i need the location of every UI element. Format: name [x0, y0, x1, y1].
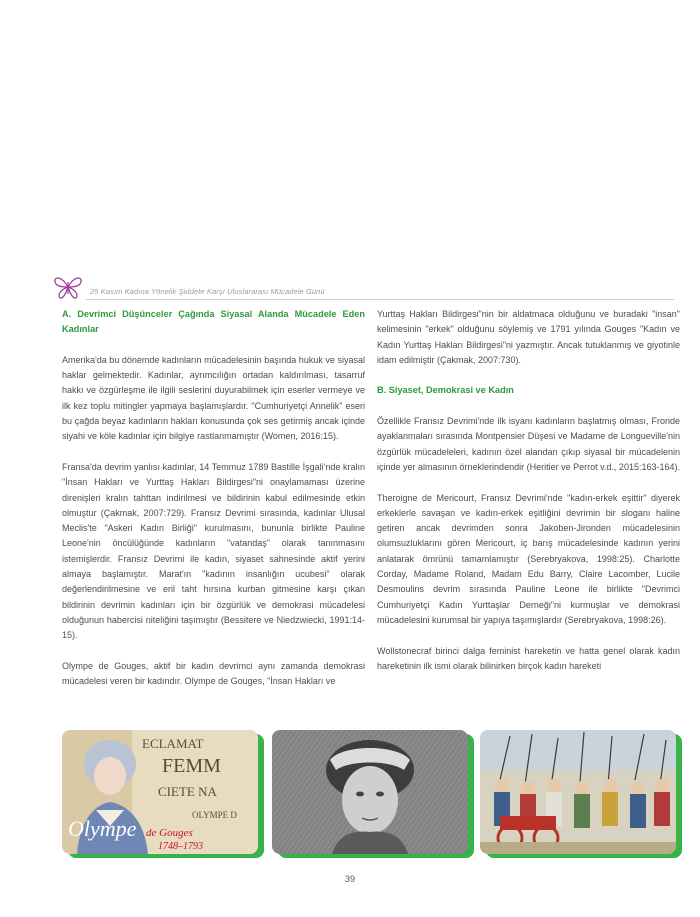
- page-number: 39: [344, 874, 355, 884]
- butterfly-icon: [52, 274, 84, 300]
- paragraph: Fransa'da devrim yanlısı kadınlar, 14 Temmuz 1789 Bastille İşgali'nde kralın "İnsan Hakları ve Yurttaş Hakları Bildirgesi"ni onaylamaması üzerine direnişleri kralın tahttan indirilmesi ve bildirinin kabul edilmesinde etkin olmuştur (Çakmak, 2007:729). Fransız Devrimi sırasında, kadınlar Ulusal Meclis'te "Askeri Kadın Birliği" kurulmasını, bununla birlikte Pauline Leone'nin öncülüğünde kadınların "vatandaş" olarak tanınmasını istemişlerdir. Fransız Devrimi ile kadın, siyaset sahnesinde aktif yerini almaya başlamıştır. Marat'ın "kadının insanlığın ucubesi" olarak değerlendirilmesine ve eril taht hırsına kurban gitmesine karşı çıkan bildirinin devrimin kadınları için bir özgürlük ve demokrasi mücadelesi olduğunun habercisi niteliğini taşımıştır (Bessitere ve Niedzwiecki, 1991:14-15).: [62, 461, 365, 641]
- paragraph: Özellikle Fransız Devrimi'nde ilk isyanı kadınların başlatmış olması, Fronde ayaklanmaları sırasında Montpensier Düşesi ve Madame de Longueville'nin özgürlük mücadeleleri, kadının özel alandan çıkıp siyasal bir mücadelenin içinde yer almasının örneklerindendir (Heritier ve Perrot v.d., 2015:163-164).: [377, 416, 680, 472]
- paragraph: Theroigne de Mericourt, Fransız Devrimi'nde "kadın-erkek eşittir" diyerek erkeklerle savaşan ve kadın-erkek eşitliğini devrimin bir sloganı haline getiren ancak devrimden sonra Jakoben-Jironden mücadelesinin olumsuzluklarını gören Mericourt, iç barış mücadelesinde kadının yerini anlatarak ömrünü tamamlamıştır (Serebryakova, 1998:25). Charlotte Corday, Madame Roland, Madam Edu Barry, Claire Lacomber, Lucile Desmoulins devrim sırasında Pauline Leone ile birlikte "Devrimci Cumhuriyetçi Kadın Yurttaşlar Derneği"ni kurmuşlar ve demokrasi mücadelesini kurumsal bir yapıya taşımışlardır (Serebryakova, 1998:26).: [377, 492, 680, 625]
- running-header: [52, 274, 674, 300]
- photo-womens-march: [480, 730, 676, 854]
- photo-caption-name: Olympe: [68, 816, 137, 841]
- photo-olympe-de-gouges: [62, 730, 258, 854]
- left-column: [62, 307, 365, 705]
- running-title: 25 Kasım Kadına Yönelik Şiddete Karşı Uluslararası Mücadele Günü: [90, 287, 325, 296]
- poster-line: ECLAMAT: [142, 736, 204, 751]
- paragraph: Yurttaş Hakları Bildirgesi"nin bir aldatmaca olduğunu ve buradaki "insan" kelimesinin "erkek" olduğunu söylemiş ve 1791 yılında Gouges "Kadın ve Kadın Yurttaş Hakları Bildirgesi"ni yazmıştır. Ancak tutuklanmış ve giyotinle idam edilmiştir (Çakmak, 2007:730).: [377, 309, 680, 365]
- right-column: [377, 307, 680, 689]
- photo-caption-script: de Gouges: [146, 827, 193, 839]
- photo-strip: [60, 730, 672, 862]
- poster-line: CIETE NA: [158, 784, 217, 799]
- paragraph: Olympe de Gouges, aktif bir kadın devrimci aynı zamanda demokrasi mücadelesi veren bir kadındır. Olympe de Gouges, "İnsan Hakları ve: [62, 660, 365, 687]
- header-divider: [86, 299, 674, 300]
- paragraph: Amerika'da bu dönemde kadınların mücadelesinin başında hukuk ve siyasal haklar gelmektedir. Kadınlar, ayrımcılığın ortadan kaldırılması, tasarruf hakkı ve özgürleşme ile ilgili seslerini duyurabilmek için eserler vermeye ve ilk kez toplu mitingler yapmaya başlamışlardır. "Cumhuriyetçi Annelik" eseri bu çağda beyaz kadınların hakları konusunda çok ses getirmiş ancak içinde siyahi ve köle kadınlar için bilgiye rastlanmamıştır (Women, 2016:15).: [62, 354, 365, 442]
- section-heading-b: B. Siyaset, Demokrasi ve Kadın: [377, 385, 514, 396]
- section-heading-a: A. Devrimci Düşünceler Çağında Siyasal Alanda Mücadele Eden Kadınlar: [62, 309, 365, 335]
- photo-caption-dates: 1748–1793: [158, 841, 203, 852]
- photo-portrait-engraving: [272, 730, 468, 854]
- poster-line: FEMM: [162, 755, 221, 777]
- paragraph: Wollstonecraf birinci dalga feminist hareketin ve hatta genel olarak kadın hareketinin ilk ismi olarak bilinirken birçok kadın hareketi: [377, 645, 680, 671]
- poster-line: OLYMPE D: [192, 810, 237, 820]
